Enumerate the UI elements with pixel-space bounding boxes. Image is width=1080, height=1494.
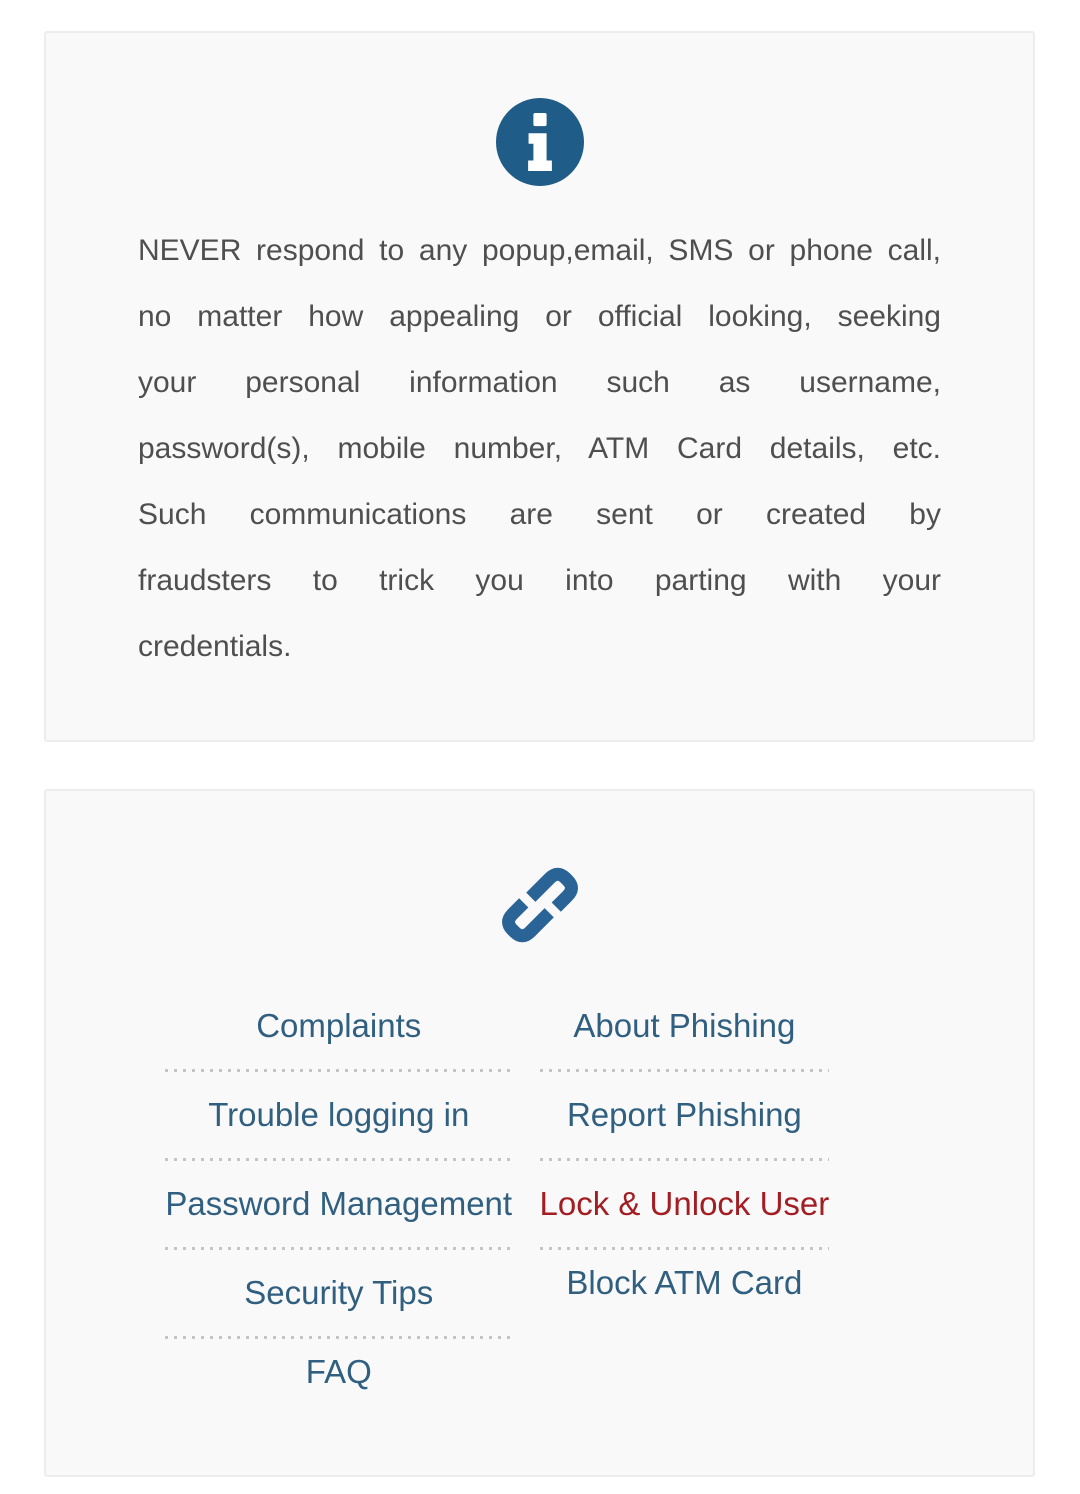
link-about-phishing[interactable]: About Phishing	[573, 1007, 796, 1044]
warning-text-line: password(s), mobile number, ATM Card details, etc.	[138, 432, 941, 465]
link-complaints[interactable]: Complaints	[256, 1007, 422, 1044]
quick-links-card	[44, 789, 1035, 1477]
warning-text-line: Such communications are sent or created by	[138, 498, 941, 531]
link-security-tips[interactable]: Security Tips	[244, 1274, 434, 1311]
warning-text-line: fraudsters to trick you into parting with your	[138, 564, 941, 597]
link-trouble-logging-in[interactable]: Trouble logging in	[208, 1096, 470, 1133]
links-column-left	[165, 983, 512, 1415]
warning-icon-row	[138, 98, 941, 186]
links-column-right	[540, 983, 830, 1415]
link-block-atm-card[interactable]: Block ATM Card	[566, 1264, 803, 1301]
warning-text-line: your personal information such as username,	[138, 366, 941, 399]
links-icon-row	[138, 855, 941, 955]
warning-text-line: NEVER respond to any popup,email, SMS or phone call,	[138, 234, 941, 267]
warning-text-line: no matter how appealing or official looking, seeking	[138, 300, 941, 333]
link-password-management[interactable]: Password Management	[165, 1185, 513, 1222]
warning-text	[138, 218, 941, 680]
link-lock-unlock-user[interactable]: Lock & Unlock User	[539, 1185, 830, 1222]
links-grid	[138, 983, 941, 1415]
info-icon	[496, 98, 584, 186]
link-faq[interactable]: FAQ	[305, 1353, 372, 1390]
security-warning-card	[44, 31, 1035, 742]
chain-link-icon	[490, 855, 590, 955]
link-report-phishing[interactable]: Report Phishing	[566, 1096, 802, 1133]
warning-text-line: credentials.	[138, 630, 292, 663]
